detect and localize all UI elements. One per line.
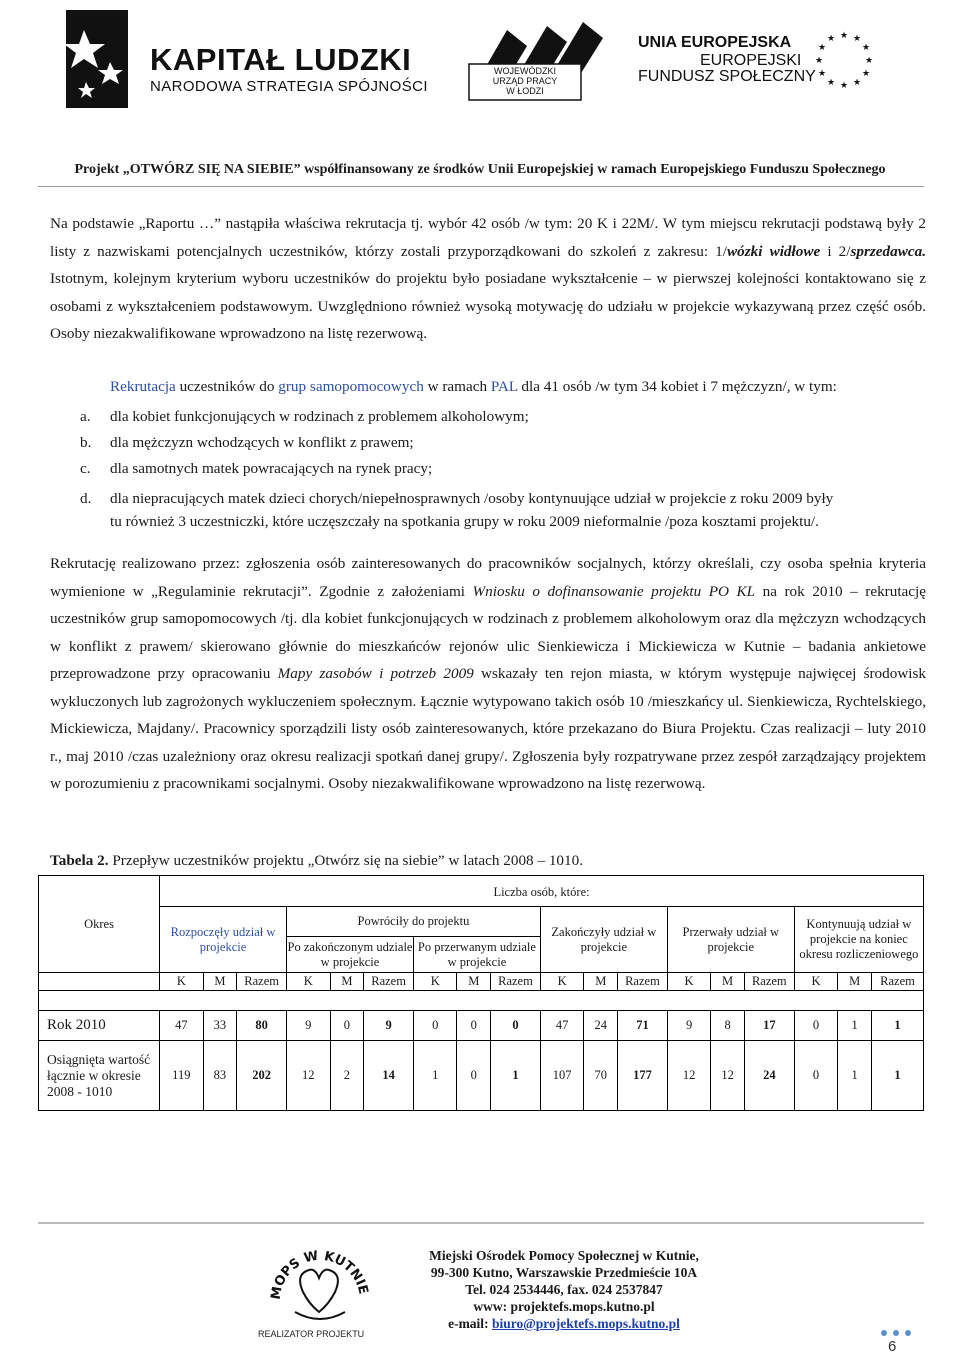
email-label: e-mail:	[448, 1316, 492, 1331]
participants-flow-table	[38, 875, 924, 1111]
svg-text:★: ★	[817, 43, 827, 53]
header-divider	[38, 186, 924, 187]
cell: 0	[794, 1011, 838, 1041]
cell: 1	[872, 1041, 924, 1111]
p2-text-c: na rok 2010 – rekrutację uczestników grup samopomocowych /tj. dla kobiet funkcjonujących w rodzinach z problemem alkoholowym oraz dla mężczyzn wchodzących w konflikt z prawem/ skierowano głównie do mieszkańców rejonów ulic Sienkiewicza i Mickiewicza w Kutnie – badania ankietowe przeprowadzone przy opracowaniu	[50, 582, 926, 682]
p1-text-b: wózki widłowe	[727, 242, 821, 260]
header-przerwaly: Przerwały udział w projekcie	[667, 907, 794, 973]
list-label: b.	[80, 434, 92, 451]
list-item	[80, 456, 926, 481]
p2-text-a: Rekrutację realizowano przez: zgłoszenia osób zainteresowanych do pracowników socjalnych, którzy określali, czy osoba spełnia kryteria wymienione w „Regulaminie rekrutacji”. Zgodnie z założeniami	[50, 555, 926, 600]
list-label: a.	[80, 408, 91, 425]
kapital-ludzki-subtitle: NARODOWA STRATEGIA SPÓJNOŚCI	[150, 78, 428, 95]
caption-bold: Tabela 2.	[50, 852, 109, 869]
list-text: dla samotnych matek powracających na rynek pracy;	[110, 460, 433, 477]
cell: 9	[364, 1011, 414, 1041]
email-link[interactable]: biuro@projektefs.mops.kutno.pl	[491, 1316, 680, 1331]
cell: 1	[872, 1011, 924, 1041]
kapital-ludzki-logo	[66, 10, 128, 108]
address-line: Miejski Ośrodek Pomocy Społecznej w Kutnie,	[429, 1248, 699, 1263]
header-po-przerwanym: Po przerwanym udziale w projekcie	[414, 937, 541, 973]
cell: 80	[237, 1011, 287, 1041]
header-kontynuuja: Kontynuują udział w projekcie na koniec okresu rozliczeniowego	[794, 907, 923, 973]
subheader-cell: M	[203, 973, 237, 991]
cell: 14	[364, 1041, 414, 1111]
cell: 0	[414, 1011, 457, 1041]
cell: 24	[584, 1011, 618, 1041]
cell: 1	[491, 1041, 541, 1111]
header-okres: Okres	[39, 876, 160, 973]
address-line: Tel. 024 2534446, fax. 024 2537847	[465, 1282, 663, 1297]
project-line: Projekt „OTWÓRZ SIĘ NA SIEBIE” współfinansowany ze środków Unii Europejskiej w ramach Europejskiego Funduszu Społecznego	[74, 162, 886, 177]
svg-text:★: ★	[852, 78, 862, 88]
subheader-empty	[39, 973, 160, 991]
list-item	[80, 486, 926, 511]
svg-text:★: ★	[839, 31, 849, 41]
list-text: dla kobiet funkcjonujących w rodzinach z problemem alkoholowym;	[110, 408, 529, 425]
table-caption	[50, 852, 583, 870]
svg-text:★: ★	[852, 34, 862, 44]
p1-text-a: Na podstawie „Raportu …” nastąpiła właściwa rekrutacja tj. wybór 42 osób /w tym: 20 K i 22M/. W tym miejscu rekrutacji podstawą były 2 listy z nazwiskami potencjalnych uczestników, którzy zostali przyporządkowani do szkoleń z zakresu: 1/	[50, 215, 926, 260]
svg-text:★: ★	[826, 78, 836, 88]
subheader-cell: K	[667, 973, 710, 991]
page-number: 6	[888, 1338, 897, 1355]
cell: 107	[540, 1041, 584, 1111]
wup-line: WOJEWÓDZKI	[494, 66, 556, 76]
page-dots-icon	[878, 1328, 918, 1338]
cell: 71	[618, 1011, 668, 1041]
subheader-cell: Razem	[618, 973, 668, 991]
cell: 119	[160, 1041, 204, 1111]
recruitment-intro	[110, 378, 837, 396]
list-text: dla niepracujących matek dzieci chorych/niepełnosprawnych /osoby kontynuujące udział w projekcie z roku 2009 były	[110, 490, 834, 507]
cell: 12	[287, 1041, 331, 1111]
list-text: dla mężczyzn wchodzących w konflikt z prawem;	[110, 434, 414, 451]
intro-e: PAL	[490, 378, 518, 395]
paragraph-1	[50, 210, 926, 348]
table-row	[39, 1011, 924, 1041]
subheader-cell: Razem	[491, 973, 541, 991]
caption-text: Przepływ uczestników projektu „Otwórz się na siebie” w latach 2008 – 1010.	[108, 852, 584, 869]
cell: 0	[457, 1011, 491, 1041]
ue-title: UNIA EUROPEJSKA	[638, 34, 792, 51]
cell: 8	[711, 1011, 745, 1041]
wup-line: W ŁODZI	[506, 86, 544, 96]
subheader-cell: M	[838, 973, 872, 991]
cell: 24	[744, 1041, 794, 1111]
intro-a: Rekrutacja	[110, 378, 176, 395]
svg-text:★: ★	[817, 69, 827, 79]
cell: 47	[540, 1011, 584, 1041]
address-line: 99-300 Kutno, Warszawskie Przedmieście 10A	[430, 1265, 698, 1280]
svg-text:★: ★	[839, 81, 849, 91]
subheader-cell: M	[330, 973, 364, 991]
p1-text-e: Istotnym, kolejnym kryterium wyboru uczestników do projektu było posiadane wykształcenie – w pierwszej kolejności kontaktowano się z osobami z wykształceniem podstawowym. Uwzględniono również wysoką motywację do udziału w projekcie wykazywaną przez część osób. Osoby niezakwalifikowane wprowadzono na listę rezerwową.	[50, 270, 926, 342]
header-zakonczyly: Zakończyły udział w projekcie	[540, 907, 667, 973]
kapital-ludzki-title: KAPITAŁ LUDZKI	[150, 42, 412, 77]
intro-f: dla 41 osób /w tym 34 kobiet i 7 mężczyzn/, w tym:	[517, 378, 837, 395]
cell: 70	[584, 1041, 618, 1111]
email-line	[404, 1315, 724, 1332]
list-item	[80, 430, 926, 455]
footer-address	[404, 1247, 724, 1332]
cell: 33	[203, 1011, 237, 1041]
list-label: d.	[80, 490, 92, 507]
svg-text:★: ★	[861, 69, 871, 79]
subheader-cell: K	[287, 973, 331, 991]
cell: 9	[667, 1011, 710, 1041]
subheader-cell: K	[160, 973, 204, 991]
realizator-label: REALIZATOR PROJEKTU	[258, 1329, 365, 1339]
cell: 0	[794, 1041, 838, 1111]
eu-stars-logo	[812, 28, 876, 92]
svg-text:★: ★	[864, 56, 874, 66]
cell: 0	[491, 1011, 541, 1041]
subheader-cell: K	[414, 973, 457, 991]
p2-text-e: wskazały ten rejon miasta, w którym występuje najwięcej środowisk wykluczonych lub zagrożonych wykluczeniem społecznym. Łącznie wytypowano takich osób 10 /mieszkańcy ul. Sienkiewicza, Rychtelskiego, Mickiewicza, Majdany/. Pracownicy sporządzili listy osób zainteresowanych, które przekazano do Biura Projektu. Czas realizacji – luty 2010 r., maj 2010 /czas uzależniony oraz okresu realizacji spotkań danej grupy/. Zgłoszenia były rozpatrywane przez zespół zarządzający projektem w porozumieniu z pracownikami socjalnymi. Osoby niezakwalifikowane wprowadzono na listę rezerwową.	[50, 665, 927, 792]
cell: 1	[838, 1041, 872, 1111]
table-row	[39, 1041, 924, 1111]
subheader-cell: Razem	[744, 973, 794, 991]
cell: 2	[330, 1041, 364, 1111]
cell: 9	[287, 1011, 331, 1041]
p2-text-d: Mapy zasobów i potrzeb 2009	[277, 665, 474, 682]
intro-b: uczestników do	[175, 378, 279, 395]
spacer-row	[39, 991, 924, 1011]
cell: 12	[711, 1041, 745, 1111]
paragraph-2	[50, 550, 926, 798]
subheader-cell: K	[540, 973, 584, 991]
header-liczba: Liczba osób, które:	[160, 876, 924, 907]
p1-text-d: sprzedawca.	[850, 242, 926, 260]
p1-text-c: i 2/	[820, 242, 851, 260]
list-item-continuation: tu również 3 uczestniczki, które uczęszczały na spotkania grupy w roku 2009 nieformalnie /poza kosztami projektu/.	[110, 513, 819, 530]
intro-d: w ramach	[423, 378, 491, 395]
cell: 12	[667, 1041, 710, 1111]
row-label: Rok 2010	[39, 1011, 160, 1041]
cell: 1	[838, 1011, 872, 1041]
subheader-cell: M	[584, 973, 618, 991]
cell: 0	[457, 1041, 491, 1111]
cell: 202	[237, 1041, 287, 1111]
cell: 0	[330, 1011, 364, 1041]
svg-text:★: ★	[826, 34, 836, 44]
wup-line: URZĄD PRACY	[492, 76, 558, 86]
subheader-cell: K	[794, 973, 838, 991]
cell: 177	[618, 1041, 668, 1111]
cell: 47	[160, 1011, 204, 1041]
header-po-zakonczonym: Po zakończonym udziale w projekcie	[287, 937, 414, 973]
subheader-cell: Razem	[872, 973, 924, 991]
wup-lodz-text	[470, 66, 580, 96]
header-powrocily: Powróciły do projektu	[287, 907, 541, 937]
intro-c: grup samopomocowych	[278, 378, 424, 395]
subheader-cell: M	[711, 973, 745, 991]
cell: 83	[203, 1041, 237, 1111]
p2-text-b: Wniosku o dofinansowanie projektu PO KL	[472, 582, 756, 600]
row-label: Osiągnięta wartość łącznie w okresie 2008 - 1010	[39, 1041, 160, 1111]
svg-text:★: ★	[861, 43, 871, 53]
mops-kutno-logo	[255, 1230, 385, 1340]
cell: 1	[414, 1041, 457, 1111]
cell: 17	[744, 1011, 794, 1041]
ue-subtitle-2: FUNDUSZ SPOŁECZNY	[638, 68, 816, 85]
mops-logo-text: MOPS W KUTNIE	[268, 1248, 371, 1301]
list-label: c.	[80, 460, 91, 477]
footer-divider	[38, 1222, 924, 1224]
header-rozpoczely: Rozpoczęły udział w projekcie	[160, 907, 287, 973]
subheader-cell: Razem	[364, 973, 414, 991]
subheader-cell: M	[457, 973, 491, 991]
ue-subtitle-1: EUROPEJSKI	[700, 52, 802, 69]
svg-text:★: ★	[814, 56, 824, 66]
address-line: www: projektefs.mops.kutno.pl	[473, 1299, 655, 1314]
subheader-cell: Razem	[237, 973, 287, 991]
list-item	[80, 404, 926, 429]
